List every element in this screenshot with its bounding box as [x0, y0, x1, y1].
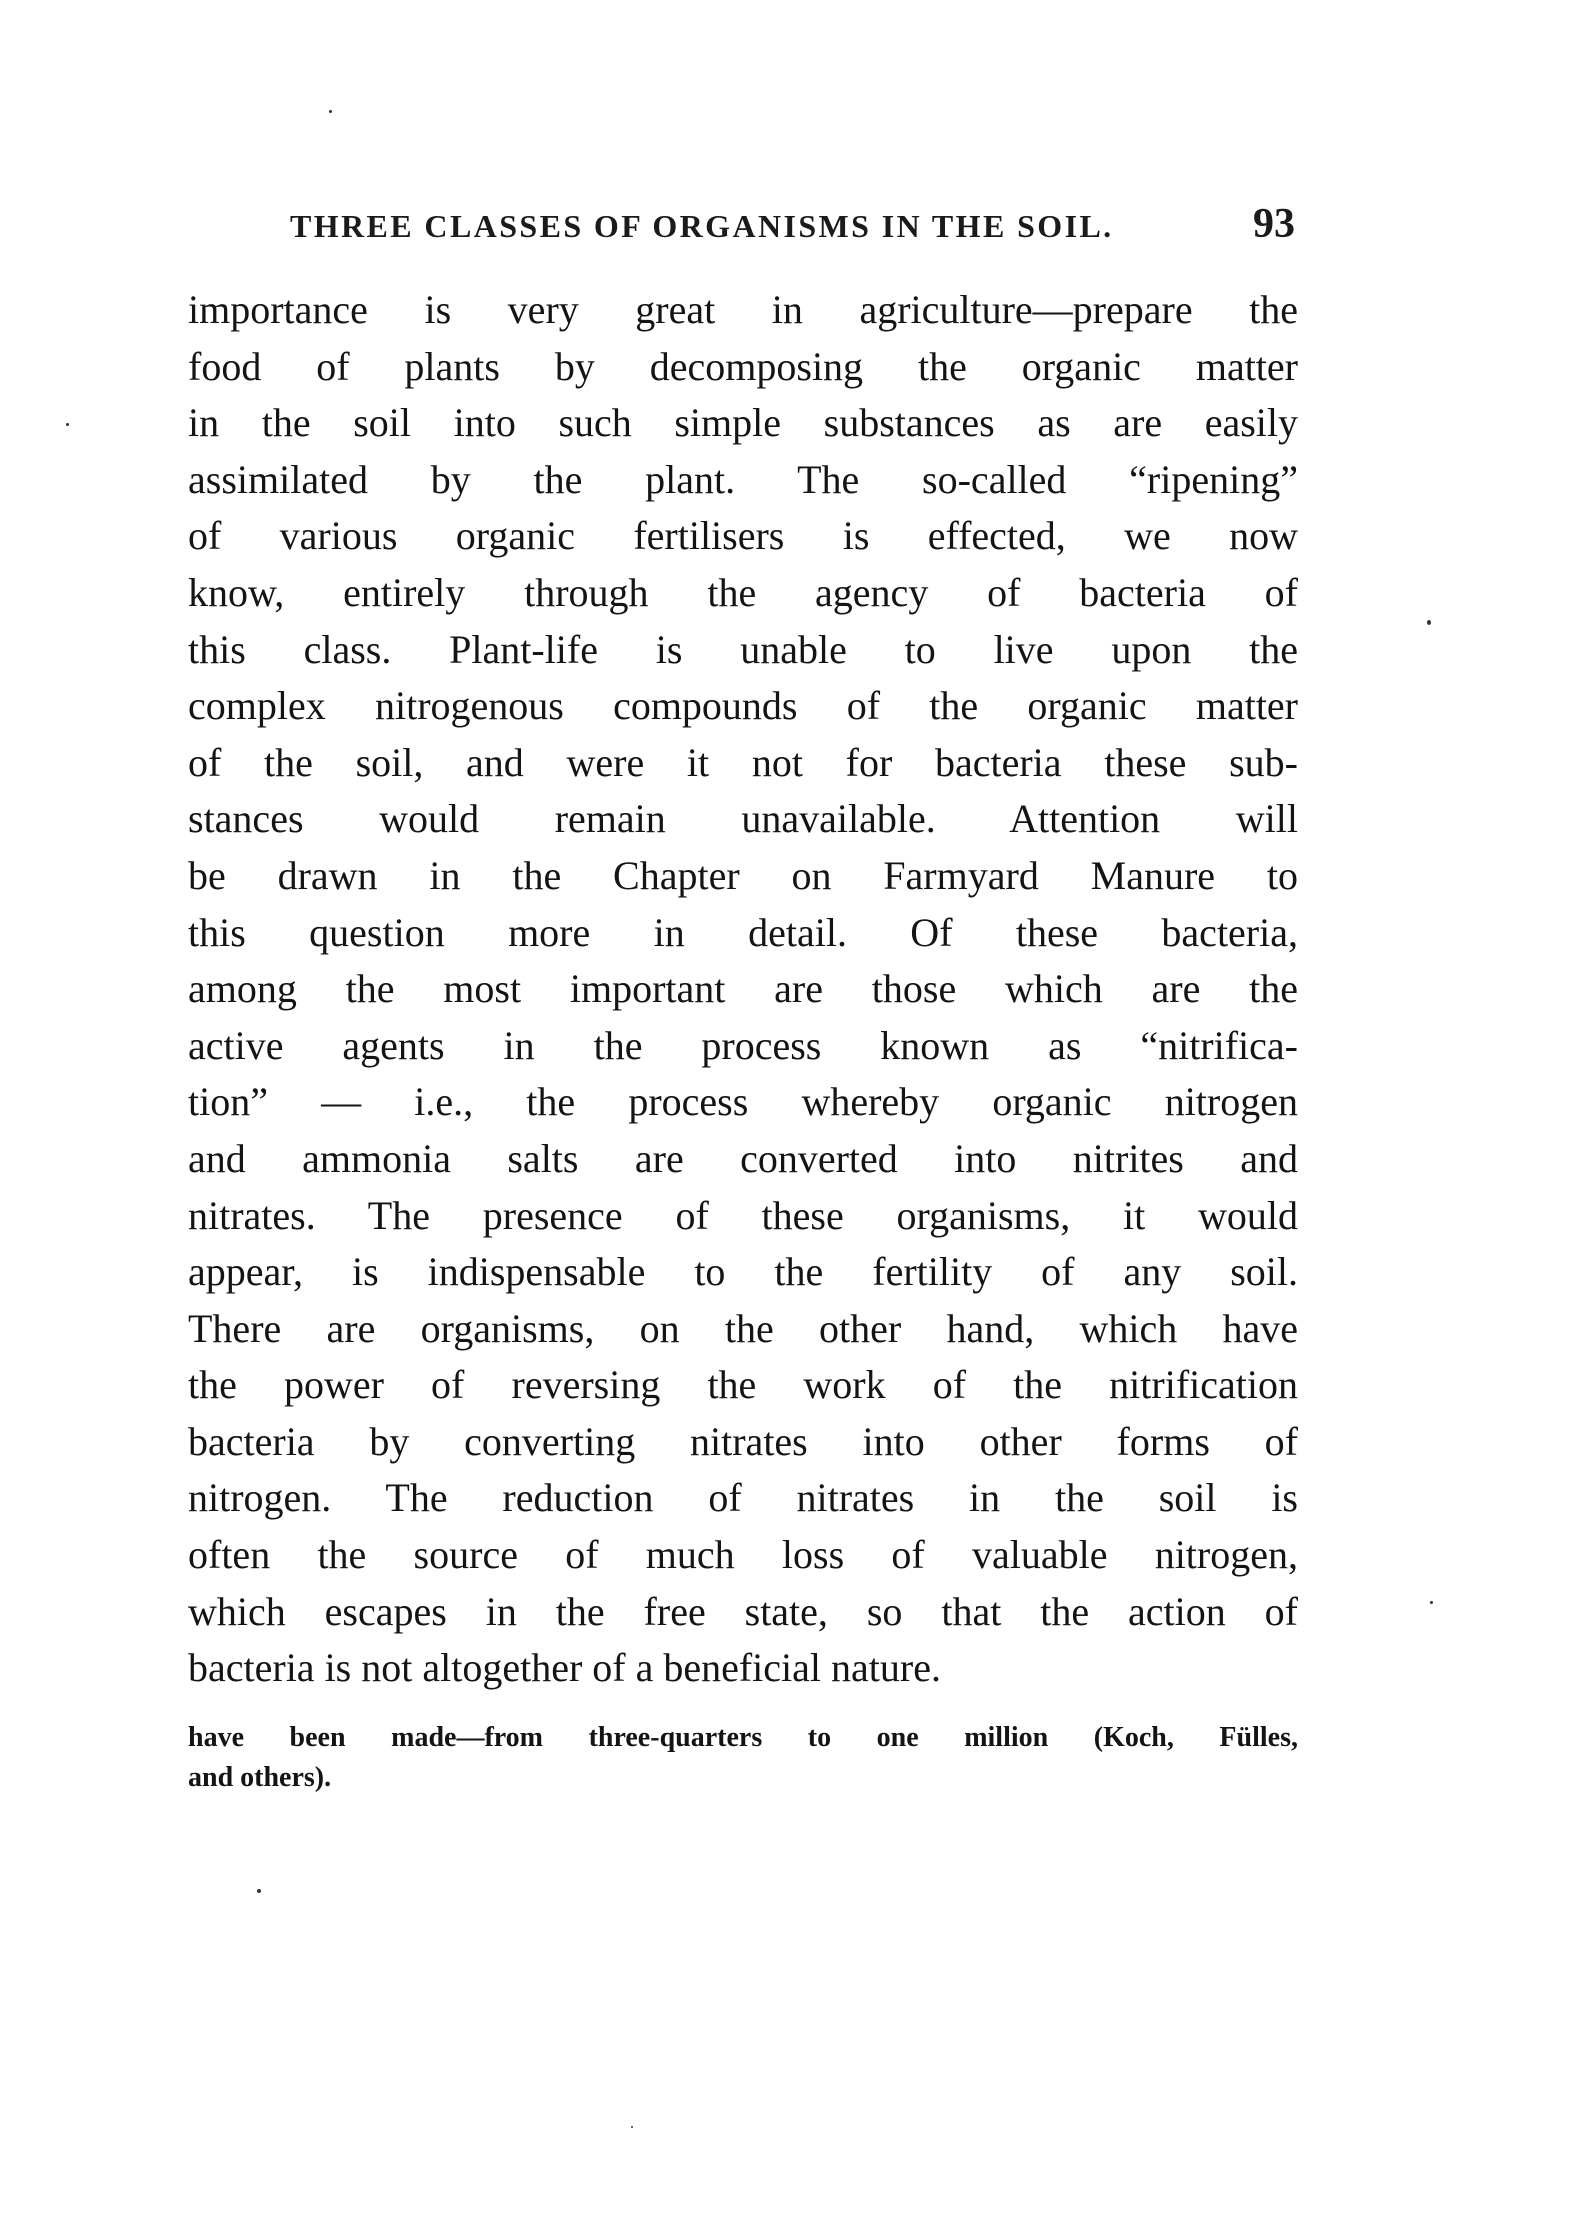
- footnote: [188, 1718, 1298, 1798]
- scan-speck: [1430, 1601, 1433, 1604]
- scan-speck: [631, 2126, 633, 2128]
- text-line: be drawn in the Chapter on Farmyard Manure to: [188, 852, 1298, 898]
- running-head-title: THREE CLASSES OF ORGANISMS IN THE SOIL.: [290, 208, 1114, 244]
- text-line: this question more in detail. Of these bacteria,: [188, 909, 1298, 955]
- text-line: of various organic fertilisers is effected, we now: [188, 513, 1298, 559]
- text-line: assimilated by the plant. The so-called “ripening”: [188, 456, 1298, 502]
- text-line: nitrogen. The reduction of nitrates in the soil is: [188, 1475, 1298, 1521]
- body-paragraph: [188, 282, 1298, 1697]
- scan-speck: [257, 1889, 261, 1893]
- page-number: 93: [1253, 201, 1295, 247]
- scan-speck: [66, 423, 69, 426]
- text-line: which escapes in the free state, so that the action of: [188, 1588, 1298, 1634]
- footnote-line: have been made—from three-quarters to one million (Koch, Fülles,: [188, 1722, 1298, 1753]
- text-line: tion” — i.e., the process whereby organic nitrogen: [188, 1079, 1298, 1125]
- text-line: importance is very great in agriculture—prepare the: [188, 287, 1298, 332]
- text-line: active agents in the process known as “nitrifica-: [188, 1022, 1298, 1068]
- text-line: of the soil, and were it not for bacteria these sub-: [188, 739, 1298, 785]
- text-line: food of plants by decomposing the organic matter: [188, 343, 1298, 389]
- footnote-line: and others).: [188, 1762, 332, 1793]
- text-line: this class. Plant-life is unable to live upon the: [188, 626, 1298, 672]
- text-line: among the most important are those which are the: [188, 966, 1298, 1012]
- text-line: and ammonia salts are converted into nitrites and: [188, 1135, 1298, 1181]
- scan-speck: [329, 110, 332, 113]
- text-line: know, entirely through the agency of bacteria of: [188, 569, 1298, 615]
- text-line: nitrates. The presence of these organisms, it would: [188, 1192, 1298, 1238]
- text-line: appear, is indispensable to the fertility of any soil.: [188, 1249, 1298, 1295]
- running-head: [290, 200, 1295, 250]
- text-line: There are organisms, on the other hand, which have: [188, 1305, 1298, 1351]
- text-line: stances would remain unavailable. Attention will: [188, 796, 1298, 842]
- text-line: complex nitrogenous compounds of the organic matter: [188, 683, 1298, 729]
- text-line: the power of reversing the work of the nitrification: [188, 1362, 1298, 1408]
- text-line: bacteria by converting nitrates into other forms of: [188, 1418, 1298, 1464]
- text-line: often the source of much loss of valuable nitrogen,: [188, 1532, 1298, 1578]
- scan-speck: [1427, 620, 1431, 625]
- text-line: bacteria is not altogether of a beneficial nature.: [188, 1645, 941, 1691]
- text-line: in the soil into such simple substances as are easily: [188, 400, 1298, 446]
